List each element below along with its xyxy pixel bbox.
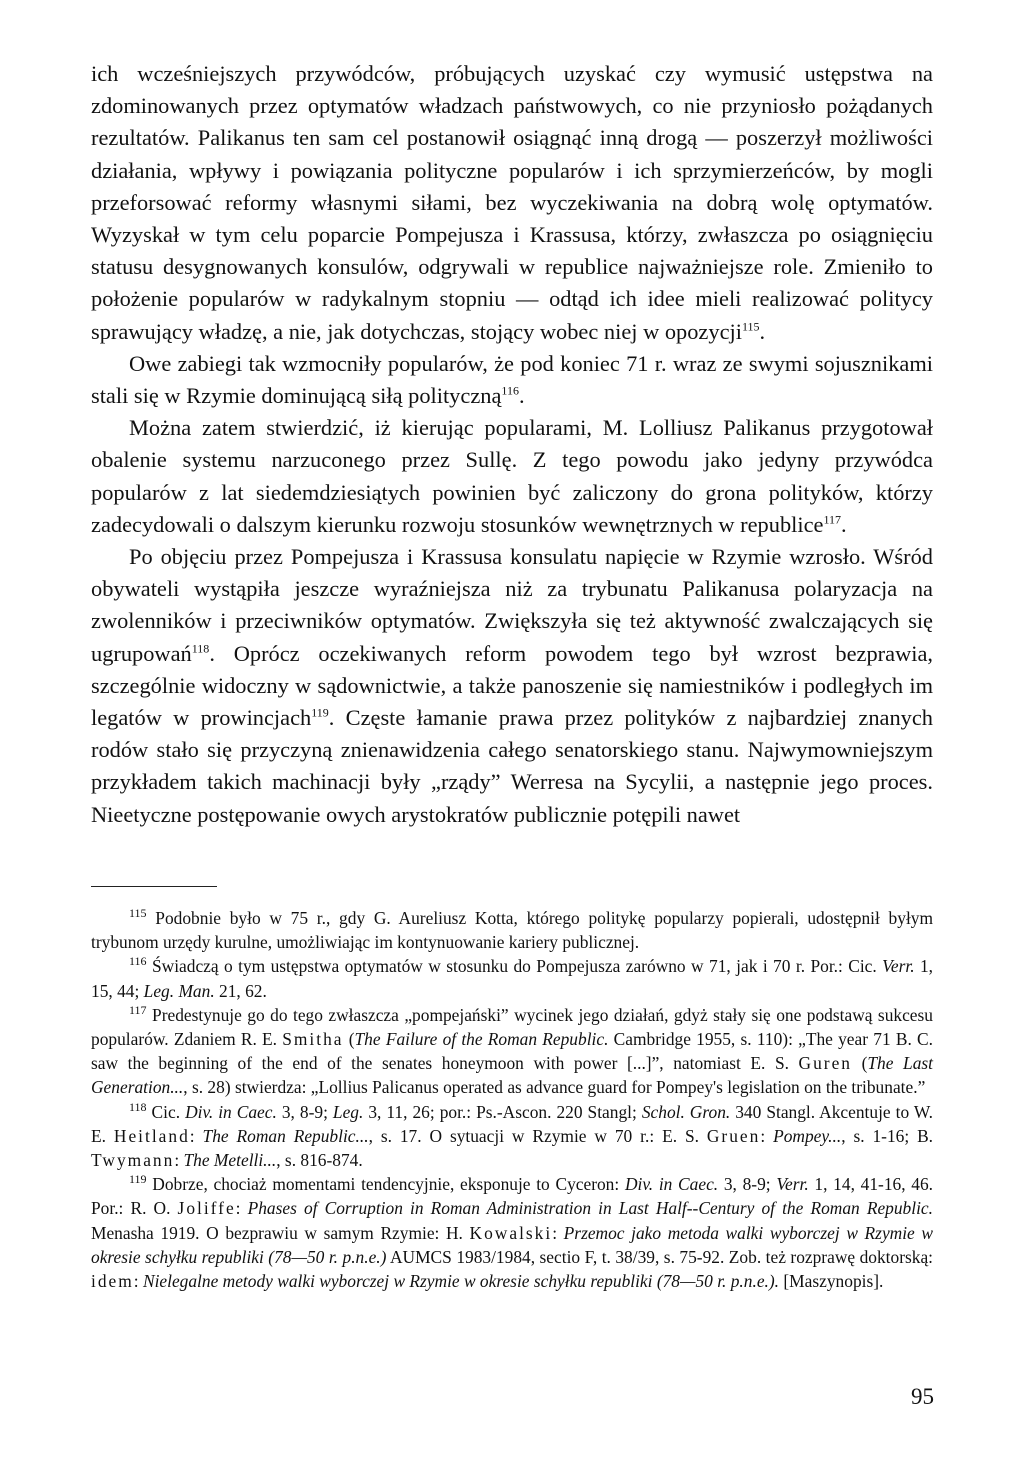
footnote-text: Predestynuje go do tego zwłaszcza „pompejański” wycinek jego działań, gdyż stały się one podstawą sukcesu popularów. Zdaniem R. E. [91,1004,933,1050]
author-name: Guren [798,1053,853,1074]
footnote-text: : [174,1150,184,1171]
footnote-number: 115 [129,906,147,921]
footnote-text: 1, 15, 44; [91,956,934,1001]
text-run: . Częste łamanie prawa przez polityków z najbardziej znanych rodów stało się przyczyną znienawidzenia całego senatorskiego stanu. Najwymowniejszym przykładem takich machinacji były „rządy” Werresa na Sycylii, a następnie jego proces. Nieetyczne postępowanie owych arystokratów publicznie potępili nawet [91,705,933,827]
footnote-ref-118[interactable]: 118 [191,641,210,656]
author-name: Twymann [91,1150,175,1171]
source-title: Phases of Corruption in Roman Administration in Last Half--Century of the Roman Republic. [247,1198,933,1219]
footnote-text: , s. 816-874. [276,1150,363,1171]
source-title: Div. in Caec. [185,1101,277,1122]
footnote-number: 116 [129,954,147,969]
footnote-text: 21, 62. [214,980,267,1001]
page-number: 95 [911,1384,934,1409]
text-run: . [518,383,525,409]
source-title: Schol. Gron. [641,1101,731,1122]
source-title: Leg. Man. [143,980,215,1001]
text-run: . Oprócz oczekiwanych reform powodem tego był wzrost bezprawia, szczególnie widoczny w sądownictwie, a także panoszenie się namiestników i podległych im legatów w prowincjach [91,640,933,731]
source-title: The Failure of the Roman Republic. [354,1029,609,1050]
paragraph-4 [91,541,933,831]
author-name: Kowalski [469,1222,553,1243]
footnote-text: , s. 17. O sytuacji w Rzymie w 70 r.: E. S. [368,1125,707,1146]
source-title: Verr. [776,1174,809,1195]
text-run: . [759,318,766,344]
source-title: Verr. [882,956,915,977]
footnote-text: 340 Stangl. Akcentuje to W. E. [91,1101,933,1146]
footnote-number: 119 [129,1172,147,1187]
footnote-119 [91,1172,933,1293]
footnote-ref-117[interactable]: 117 [823,512,842,527]
source-title: Pompey... [773,1125,842,1146]
text-run: . [841,511,847,537]
footnote-text: ( [852,1053,868,1074]
footnote-text: [Maszynopis]. [779,1271,884,1292]
source-title: The Roman Republic... [202,1125,369,1146]
footnote-text: Cic. [146,1101,186,1122]
author-name: Joliffe [177,1198,236,1219]
author-name: Smitha [282,1029,344,1050]
main-text [91,58,933,831]
footnote-text: : [235,1198,248,1219]
text-run: ich wcześniejszych przywódców, próbujących uzyskać czy wymusić ustępstwa na zdominowanych przez optymatów władzach państwowych, co nie przyniosło pożądanych rezultatów. Palikanus ten sam cel postanowił osiągnąć inną drogą — poszerzył możliwości działania, wpływy i powiązania polityczne popularów i ich sprzymierzeńców, by mogli przeforsować reformy własnymi siłami, bez wyczekiwania na dobrą wolę optymatów. Wyzyskał w tym celu poparcie Pompejusza i Krassusa, którzy, zwłaszcza po osiągnięciu statusu desygnowanych konsulów, odgrywali w republice najważniejsze role. Zmieniło to położenie popularów w radykalnym stopniu — odtąd ich idee mieli realizować politycy sprawujący władzę, a nie, jak dotychczas, stojący wobec niej w opozycji [91,61,933,344]
footnote-divider [91,886,217,887]
footnote-text: Świadczą o tym ustępstwa optymatów w stosunku do Pompejusza zarówno w 71, jak i 70 r. Por.: Cic. [146,956,883,977]
footnote-117 [91,1003,933,1100]
text-run: Można zatem stwierdzić, iż kierując popularami, M. Lolliusz Palikanus przygotował obalenie systemu narzuconego przez Sullę. Z tego powodu jako jedyny przywódca popularów z lat siedemdziesiątych powinien być zaliczony do grona polityków, którzy zadecydowali o dalszym kierunku rozwoju stosunków wewnętrznych w republice [91,415,933,537]
footnote-text: Cambridge 1955, s. 110): „The year 71 B. C. saw the beginning of the end of the senates honeymoon with power [...]”, natomiast E. S. [91,1029,933,1074]
footnote-text: : [133,1271,143,1292]
footnote-text: Podobnie było w 75 r., gdy G. Aureliusz Kotta, którego politykę popularzy popierali, udostępnił byłym trybunom urzędy kurulne, umożliwiając im kontynuowanie kariery publicznej. [91,908,933,953]
footnote-number: 118 [129,1099,147,1114]
footnote-number: 117 [129,1003,147,1018]
footnote-ref-116[interactable]: 116 [501,383,519,398]
footnote-text: 3, 11, 26; por.: Ps.-Ascon. 220 Stangl; [363,1101,642,1122]
paragraph-3 [91,412,933,541]
footnote-text: : [760,1125,774,1146]
source-title: The Last Generation... [91,1053,934,1098]
text-run: Po objęciu przez Pompejusza i Krassusa konsulatu napięcie w Rzymie wzrosło. Wśród obywateli wystąpiła jeszcze wyraźniejsza niż za trybunatu Palikanusa polaryzacja na zwolenników i przeciwników optymatów. Zwiększyła się też aktywność zwalczających się ugrupowań [91,544,933,666]
footnote-116 [91,954,933,1002]
footnote-text: AUMCS 1983/1984, sectio F, t. 38/39, s. 75-92. Zob. też rozprawę doktorską: [386,1246,933,1267]
paragraph-2 [91,348,933,412]
footnote-text: 1, 14, 41-16, 46. Por.: R. O. [91,1174,934,1219]
footnote-118 [91,1100,933,1173]
source-title: Nielegalne metody walki wyborczej w Rzymie w okresie schyłku republiki (78—50 r. p.n.e.). [142,1271,780,1292]
footnote-text: Dobrze, chociaż momentami tendencyjnie, eksponuje to Cyceron: [146,1174,625,1195]
footnote-text: , s. 1-16; B. [841,1125,934,1146]
source-title: Leg. [332,1101,364,1122]
text-run: Owe zabiegi tak wzmocniły popularów, że pod koniec 71 r. wraz ze swymi sojusznikami stali się w Rzymie dominującą siłą polityczną [91,350,933,409]
footnote-115 [91,906,933,954]
source-title: Div. in Caec. [624,1174,719,1195]
author-name: Gruen [706,1125,761,1146]
source-title: Przemoc jako metoda walki wyborczej w Rzymie w okresie schyłku republiki (78—50 r. p.n.e.) [91,1222,934,1267]
footnote-text: : [189,1125,203,1146]
footnote-ref-115[interactable]: 115 [741,319,760,334]
footnote-text: ( [343,1029,355,1050]
footnotes [91,906,933,1293]
author-name: idem [91,1271,134,1292]
footnote-ref-119[interactable]: 119 [311,705,329,720]
footnote-text: 3, 8-9; [276,1101,333,1122]
footnote-text: 3, 8-9; [718,1174,777,1195]
footnote-text: , s. 28) stwierdza: „Lollius Palicanus operated as advance guard for Pompey's legislation on the tribunate.” [183,1077,926,1098]
footnote-text: : [552,1222,564,1243]
footnote-text: Menasha 1919. O bezprawiu w samym Rzymie: H. [91,1222,470,1243]
paragraph-1 [91,58,933,348]
author-name: Heitland [113,1125,190,1146]
source-title: The Metelli... [183,1150,277,1171]
